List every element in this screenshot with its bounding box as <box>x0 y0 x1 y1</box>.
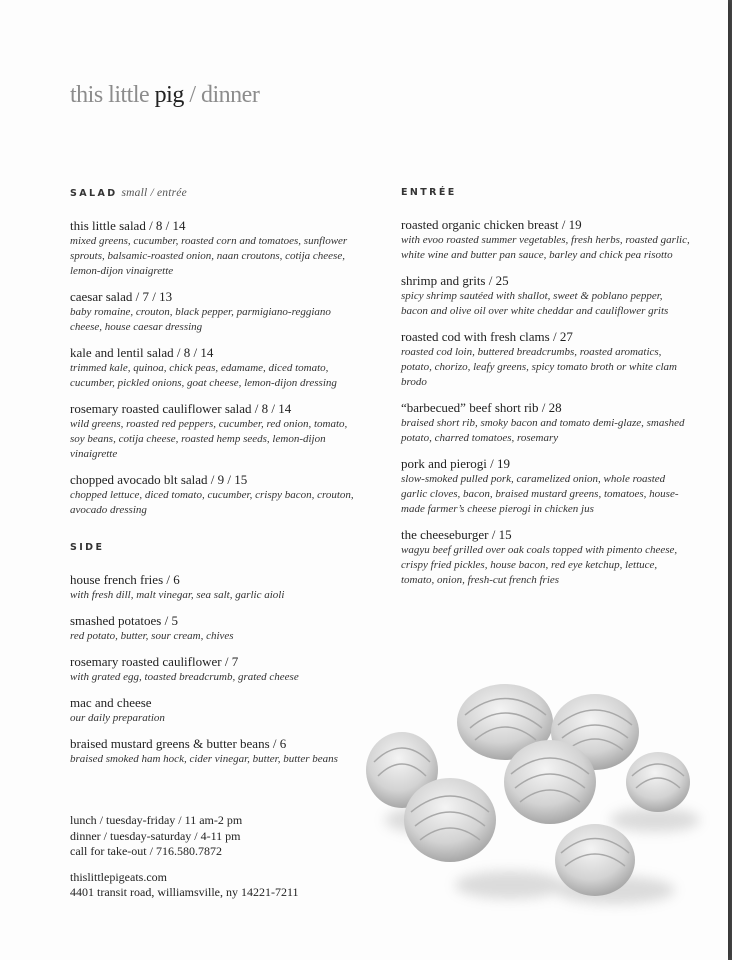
menu-item-description: with evoo roasted summer vegetables, fresh herbs, roasted garlic, white wine and butter pan sauce, barley and chick pea risotto <box>401 234 690 261</box>
title-pig: pig <box>154 82 184 108</box>
clam-shells <box>366 684 690 896</box>
address: 4401 transit road, williamsville, ny 14221-7211 <box>70 885 299 899</box>
menu-item-description: wagyu beef grilled over oak coals topped with pimento cheese, crispy fried pickles, house bacon, red eye ketchup, lettuce, tomato, onion, fresh-cut french fries <box>401 544 678 586</box>
menu-item-name: caesar salad / 7 / 13 <box>70 289 173 304</box>
menu-item-name: house french fries / 6 <box>70 572 180 587</box>
menu-item-description: spicy shrimp sautéed with shallot, sweet & poblano pepper, bacon and olive oil over white cheddar and cauliflower grits <box>401 290 669 317</box>
salad-heading-label: SALAD <box>70 188 118 199</box>
menu-item <box>70 401 360 462</box>
menu-item <box>401 273 691 319</box>
menu-item <box>70 218 360 279</box>
menu-item-name: rosemary roasted cauliflower salad / 8 / 14 <box>70 401 292 416</box>
menu-item <box>401 527 691 588</box>
menu-item <box>401 217 691 263</box>
menu-item-name: pork and pierogi / 19 <box>401 456 511 471</box>
side-heading: SIDE <box>70 542 105 553</box>
clam-icon <box>404 778 496 862</box>
menu-item-name: this little salad / 8 / 14 <box>70 218 186 233</box>
menu-item-name: smashed potatoes / 5 <box>70 613 178 628</box>
salad-heading <box>70 187 360 199</box>
menu-item <box>70 613 360 644</box>
restaurant-info <box>70 813 299 901</box>
side-list <box>70 572 360 767</box>
menu-item-description: red potato, butter, sour cream, chives <box>70 630 234 642</box>
clam-icon <box>504 740 596 824</box>
menu-item-name: braised mustard greens & butter beans / 6 <box>70 736 287 751</box>
menu-item <box>70 654 360 685</box>
menu-item-name: kale and lentil salad / 8 / 14 <box>70 345 214 360</box>
menu-item-description: baby romaine, crouton, black pepper, parmigiano-reggiano cheese, house caesar dressing <box>70 306 331 333</box>
left-column <box>70 187 360 777</box>
menu-item <box>401 400 691 446</box>
lunch-hours: lunch / tuesday-friday / 11 am-2 pm <box>70 813 243 827</box>
entree-list <box>401 217 691 588</box>
title-prefix: this little <box>70 82 155 108</box>
menu-item-name: roasted cod with fresh clams / 27 <box>401 329 573 344</box>
menu-item <box>70 289 360 335</box>
menu-item-description: slow-smoked pulled pork, caramelized onion, whole roasted garlic cloves, bacon, braised mustard greens, tomatoes, house-made farmer’s cheese pierogi in chicken jus <box>401 473 679 515</box>
menu-item-name: chopped avocado blt salad / 9 / 15 <box>70 472 248 487</box>
page-title <box>70 82 259 109</box>
menu-item <box>70 695 360 726</box>
menu-item-name: rosemary roasted cauliflower / 7 <box>70 654 239 669</box>
right-column <box>401 187 691 598</box>
clam-icon <box>555 824 635 896</box>
menu-item-description: our daily preparation <box>70 712 165 724</box>
footer-spacer <box>70 860 299 870</box>
website: thislittlepigeats.com <box>70 869 167 884</box>
menu-item-description: mixed greens, cucumber, roasted corn and tomatoes, sunflower sprouts, balsamic-roasted onion, naan croutons, cotija cheese, lemon-dijon vinaigrette <box>70 235 348 277</box>
menu-item-description: with fresh dill, malt vinegar, sea salt, garlic aioli <box>70 589 285 601</box>
menu-item-name: roasted organic chicken breast / 19 <box>401 217 582 232</box>
menu-item-name: shrimp and grits / 25 <box>401 273 509 288</box>
menu-item-name: mac and cheese <box>70 695 152 710</box>
menu-item <box>70 472 360 518</box>
salad-list <box>70 218 360 518</box>
menu-item-description: trimmed kale, quinoa, chick peas, edamame, diced tomato, cucumber, pickled onions, goat cheese, lemon-dijon dressing <box>70 362 337 389</box>
title-suffix: / dinner <box>183 82 260 108</box>
entree-heading: ENTRÉE <box>401 187 457 198</box>
menu-item <box>70 736 360 767</box>
salad-subheading: small / entrée <box>121 187 187 199</box>
menu-item <box>70 345 360 391</box>
menu-item-description: chopped lettuce, diced tomato, cucumber, crispy bacon, crouton, avocado dressing <box>70 489 354 516</box>
clam-icon <box>626 752 690 812</box>
menu-item-description: with grated egg, toasted breadcrumb, grated cheese <box>70 671 299 683</box>
menu-item-description: wild greens, roasted red peppers, cucumber, red onion, tomato, soy beans, cotija cheese, roasted hemp seeds, lemon-dijon vinaigrette <box>70 418 348 460</box>
clams-photo <box>360 670 728 960</box>
menu-item <box>401 329 691 390</box>
dinner-hours: dinner / tuesday-saturday / 4-11 pm <box>70 828 241 843</box>
takeout-phone: call for take-out / 716.580.7872 <box>70 844 222 858</box>
menu-item-name: the cheeseburger / 15 <box>401 527 512 542</box>
menu-item-description: braised smoked ham hock, cider vinegar, butter, butter beans <box>70 753 338 765</box>
menu-item-description: roasted cod loin, buttered breadcrumbs, roasted aromatics, potato, chorizo, leafy greens, spicy tomato broth or white clam brodo <box>401 346 677 388</box>
menu-item <box>70 572 360 603</box>
menu-item <box>401 456 691 517</box>
menu-item-name: “barbecued” beef short rib / 28 <box>401 400 562 415</box>
menu-item-description: braised short rib, smoky bacon and tomato demi-glaze, smashed potato, charred tomatoes, rosemary <box>401 417 685 444</box>
